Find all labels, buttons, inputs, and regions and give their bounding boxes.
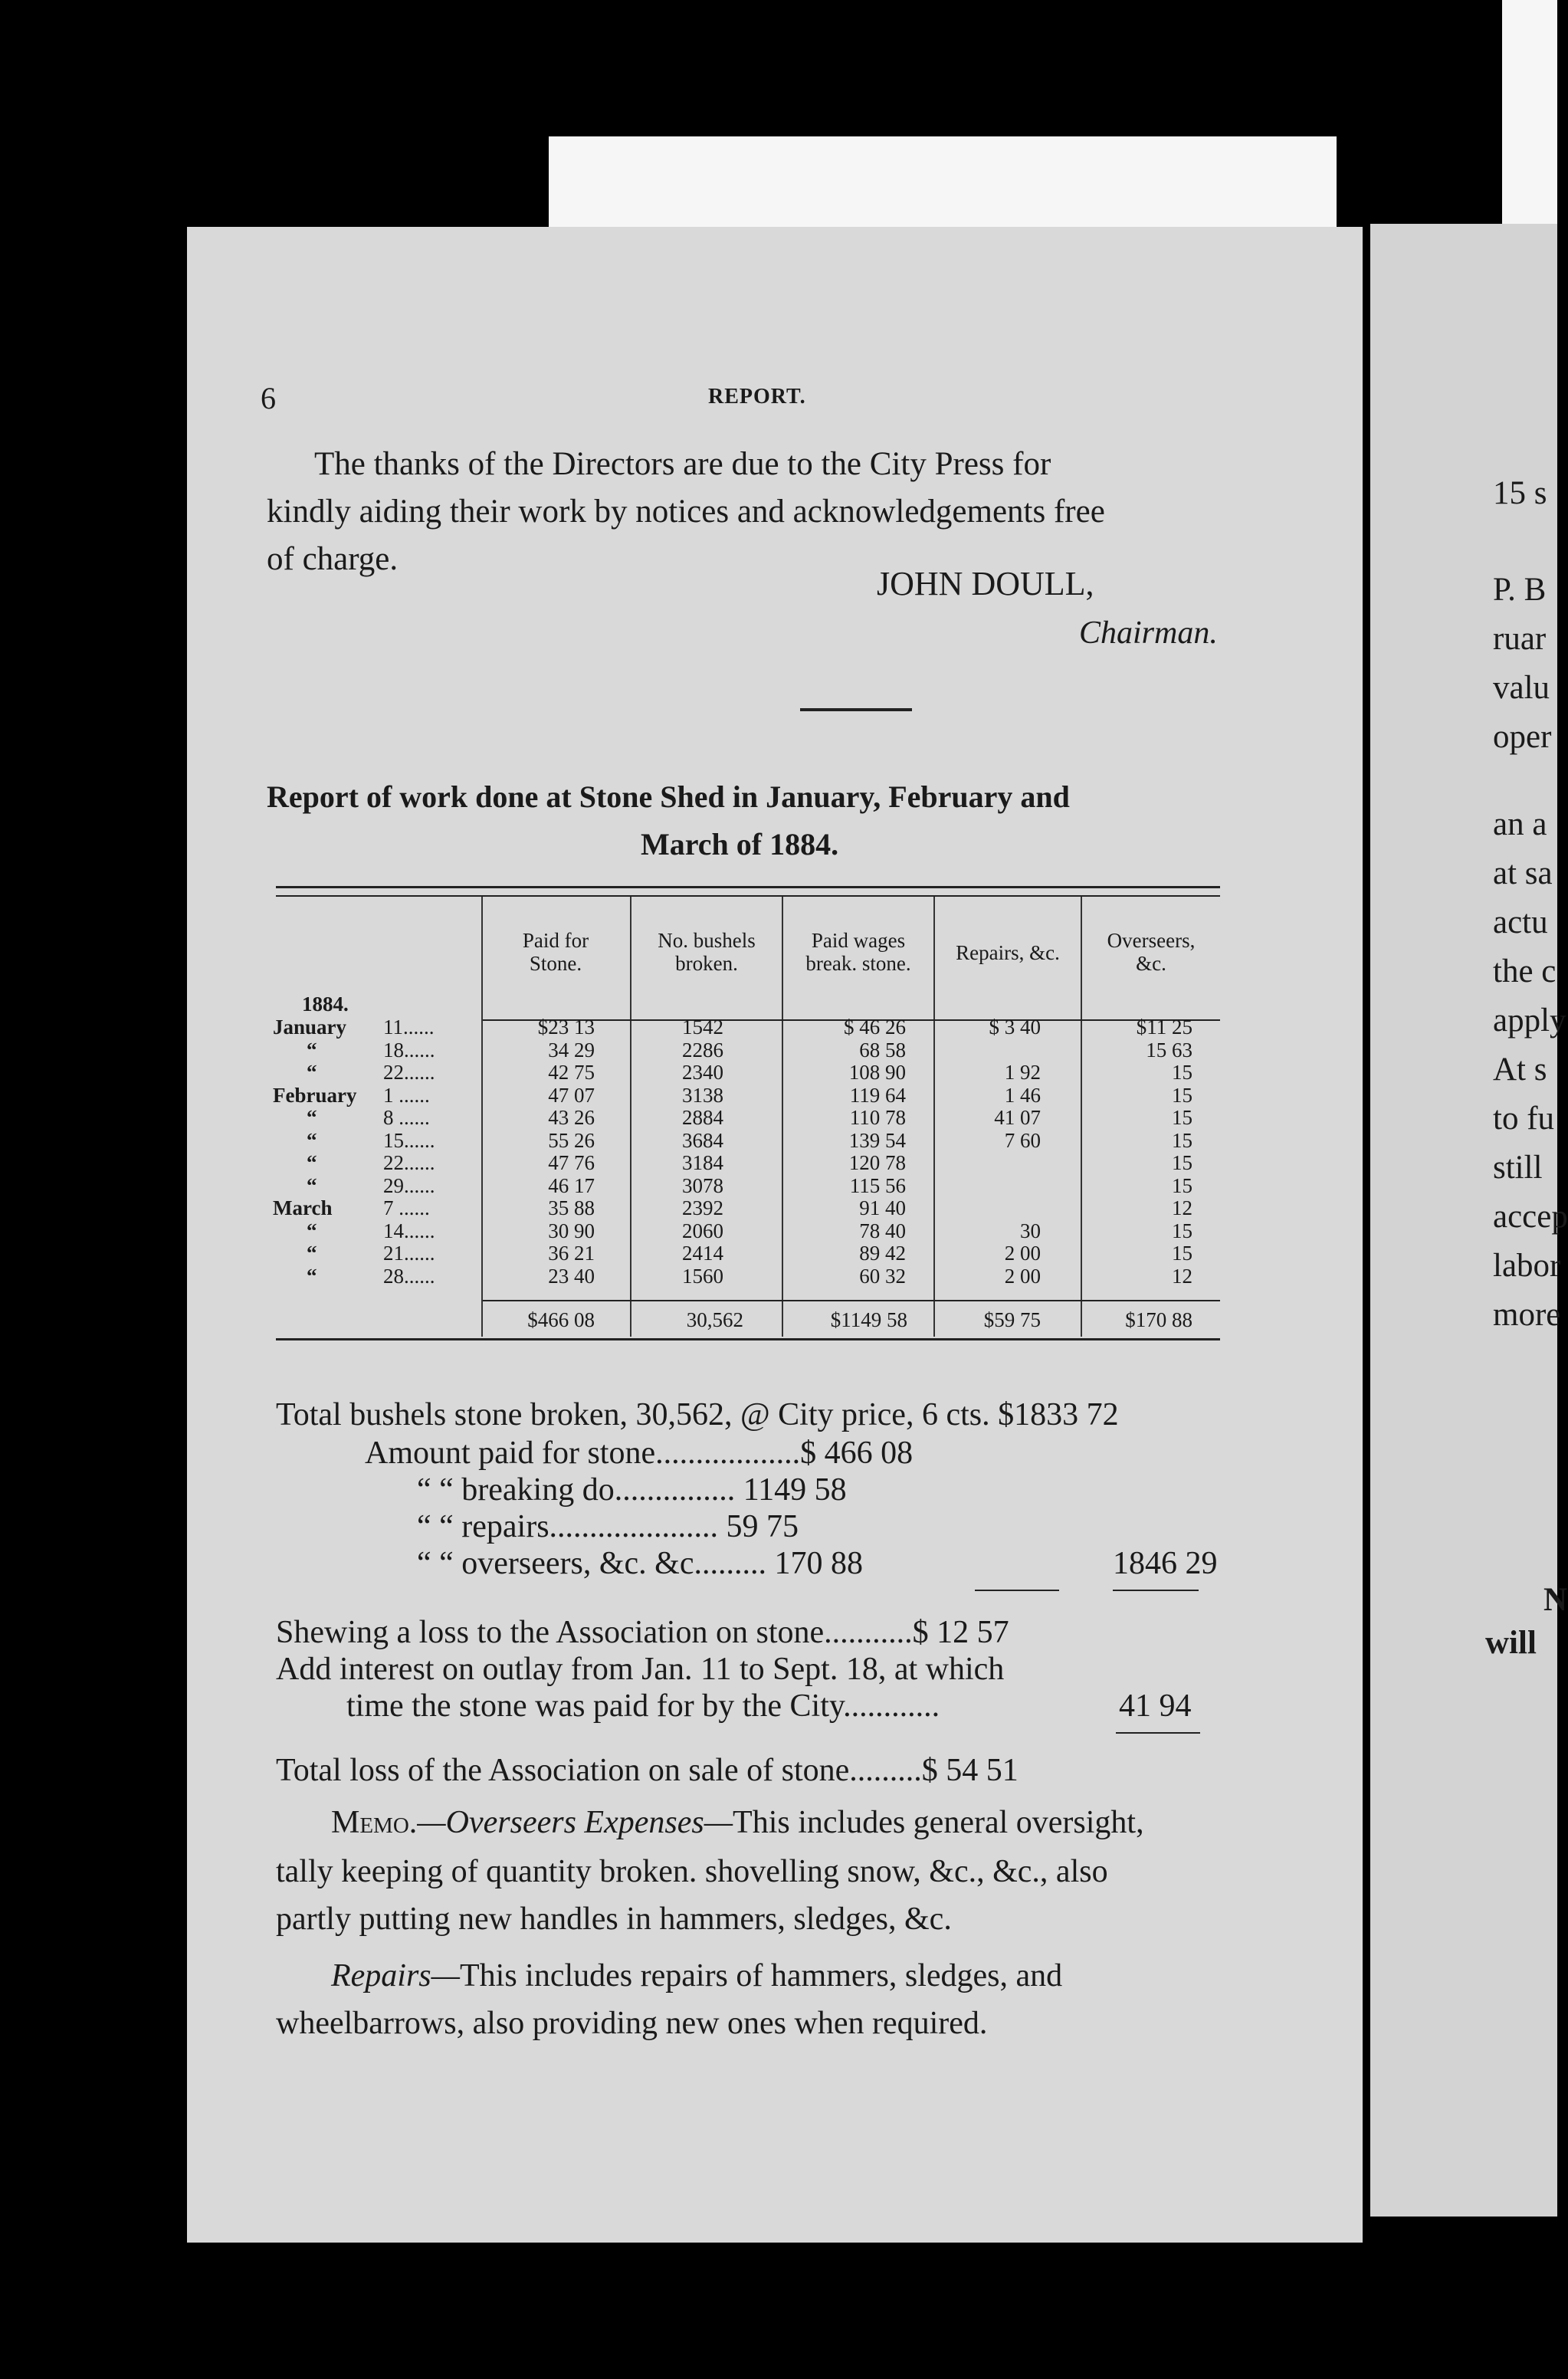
cell-wages: 68 58 — [859, 1038, 906, 1062]
col-header-bushels: No. bushels broken. — [658, 929, 756, 975]
cell-overseers: 15 — [1172, 1151, 1192, 1174]
row-month: “ — [307, 1038, 317, 1062]
adjacent-line: At s — [1493, 1052, 1547, 1088]
adjacent-line: still — [1493, 1150, 1543, 1186]
adjacent-line: an a — [1493, 806, 1547, 842]
cell-bushels: 2414 — [682, 1242, 723, 1265]
col-header-overseers: Overseers, &c. — [1107, 929, 1196, 975]
summary-rule — [975, 1590, 1059, 1591]
summary-amount-paid: Amount paid for stone..................$ 466 08 — [365, 1436, 914, 1471]
adjacent-line: N — [1543, 1582, 1568, 1618]
adjacent-line: oper — [1493, 719, 1552, 755]
adjacent-line: apply — [1493, 1002, 1566, 1039]
cell-wages: 110 78 — [849, 1106, 906, 1129]
col-header-repairs: Repairs, &c. — [956, 941, 1060, 964]
cell-repairs: 1 92 — [1004, 1061, 1041, 1084]
total-wages: $1149 58 — [830, 1308, 907, 1331]
adjacent-line: at sa — [1493, 855, 1553, 891]
cell-overseers: $11 25 — [1136, 1016, 1192, 1039]
cell-repairs: $ 3 40 — [989, 1016, 1041, 1039]
cell-wages: 119 64 — [849, 1083, 906, 1107]
paper-tab-right — [1502, 0, 1557, 224]
row-day: 29...... — [383, 1173, 435, 1197]
memo-line1: Memo.—Overseers Expenses—This includes general oversight, — [331, 1805, 1144, 1840]
summary-total-bushels: Total bushels stone broken, 30,562, @ City price, 6 cts. $1833 72 — [276, 1397, 1119, 1432]
document-page — [187, 227, 1363, 2243]
memo-line3: partly putting new handles in hammers, sledges, &c. — [276, 1902, 952, 1937]
cell-wages: 115 56 — [849, 1173, 906, 1197]
row-month: “ — [307, 1264, 317, 1288]
row-month: “ — [307, 1219, 317, 1242]
signature-title: Chairman. — [1079, 615, 1218, 651]
report-title-line1: Report of work done at Stone Shed in January, February and — [267, 779, 1070, 814]
cell-repairs: 41 07 — [994, 1106, 1041, 1129]
cell-overseers: 12 — [1172, 1196, 1192, 1219]
summary-rule — [1113, 1590, 1199, 1591]
row-month: “ — [307, 1061, 317, 1084]
cell-paid: 46 17 — [548, 1173, 595, 1197]
row-day: 28...... — [383, 1264, 435, 1288]
cell-repairs: 2 00 — [1004, 1242, 1041, 1265]
cell-bushels: 2340 — [682, 1061, 723, 1084]
cell-bushels: 2286 — [682, 1038, 723, 1062]
adjacent-line: actu — [1493, 904, 1548, 940]
cell-paid: 30 90 — [548, 1219, 595, 1242]
repairs-line2: wheelbarrows, also providing new ones when required. — [276, 2006, 988, 2041]
total-paid: $466 08 — [527, 1308, 595, 1331]
cell-wages: 89 42 — [859, 1242, 906, 1265]
cell-paid: 55 26 — [548, 1128, 595, 1152]
row-day: 18...... — [383, 1038, 435, 1062]
summary-interest-line1: Add interest on outlay from Jan. 11 to Sept. 18, at which — [276, 1652, 1005, 1687]
cell-bushels: 2060 — [682, 1219, 723, 1242]
row-month: March — [273, 1196, 333, 1219]
adjacent-line: to fu — [1493, 1101, 1555, 1137]
summary-breaking: “ “ breaking do............... 1149 58 — [417, 1472, 847, 1508]
row-month: “ — [307, 1128, 317, 1152]
row-day: 22...... — [383, 1061, 435, 1084]
adjacent-line: more — [1493, 1297, 1561, 1333]
adjacent-line: ruar — [1493, 621, 1547, 657]
cell-paid: $23 13 — [537, 1016, 595, 1039]
cell-repairs: 7 60 — [1004, 1128, 1041, 1152]
cell-repairs: 1 46 — [1004, 1083, 1041, 1107]
adjacent-line: the c — [1493, 953, 1557, 989]
cell-overseers: 15 — [1172, 1173, 1192, 1197]
cell-paid: 47 07 — [548, 1083, 595, 1107]
table-sum-rule — [483, 1300, 1220, 1301]
row-month: January — [273, 1016, 347, 1039]
cell-repairs: 2 00 — [1004, 1264, 1041, 1288]
cell-bushels: 1560 — [682, 1264, 723, 1288]
memo-line2: tally keeping of quantity broken. shovelling snow, &c., &c., also — [276, 1854, 1108, 1889]
adjacent-line: labor — [1493, 1248, 1561, 1284]
cell-bushels: 3184 — [682, 1151, 723, 1174]
col-header-paid: Paid for Stone. — [522, 929, 589, 975]
row-day: 14...... — [383, 1219, 435, 1242]
separator-dash — [800, 708, 912, 711]
cell-repairs: 30 — [1020, 1219, 1041, 1242]
table-bottom-rule — [276, 1338, 1220, 1340]
total-repairs: $59 75 — [983, 1308, 1041, 1331]
summary-overseers: “ “ overseers, &c. &c......... 170 88 — [417, 1546, 863, 1581]
row-day: 21...... — [383, 1242, 435, 1265]
adjacent-line: valu — [1493, 670, 1550, 706]
total-bushels: 30,562 — [686, 1308, 743, 1331]
paper-tab-left — [549, 136, 1337, 227]
cell-paid: 47 76 — [548, 1151, 595, 1174]
cell-wages: 60 32 — [859, 1264, 906, 1288]
row-day: 1 ...... — [383, 1083, 430, 1107]
row-day: 7 ...... — [383, 1196, 430, 1219]
cell-overseers: 15 — [1172, 1242, 1192, 1265]
cell-wages: $ 46 26 — [844, 1016, 906, 1039]
cell-bushels: 3078 — [682, 1173, 723, 1197]
adjacent-line: accep — [1493, 1199, 1568, 1235]
row-day: 22...... — [383, 1151, 435, 1174]
repairs-line1: Repairs—This includes repairs of hammers, sledges, and — [331, 1958, 1063, 1993]
row-month: “ — [307, 1242, 317, 1265]
cell-overseers: 15 — [1172, 1128, 1192, 1152]
summary-rule — [1116, 1732, 1200, 1734]
row-month: “ — [307, 1173, 317, 1197]
total-overseers: $170 88 — [1125, 1308, 1192, 1331]
cell-bushels: 1542 — [682, 1016, 723, 1039]
summary-loss: Shewing a loss to the Association on stone...........$ 12 57 — [276, 1615, 1009, 1650]
summary-overseers-total: 1846 29 — [1113, 1546, 1218, 1581]
page-header: REPORT. — [708, 385, 806, 409]
cell-bushels: 3138 — [682, 1083, 723, 1107]
adjacent-line: 15 s — [1493, 475, 1547, 511]
table-top-rule — [276, 886, 1220, 888]
row-month: “ — [307, 1106, 317, 1129]
cell-wages: 108 90 — [848, 1061, 906, 1084]
cell-overseers: 12 — [1172, 1264, 1192, 1288]
summary-total-loss: Total loss of the Association on sale of stone.........$ 54 51 — [276, 1753, 1019, 1788]
cell-overseers: 15 — [1172, 1106, 1192, 1129]
summary-repairs: “ “ repairs..................... 59 75 — [417, 1509, 799, 1544]
cell-paid: 43 26 — [548, 1106, 595, 1129]
summary-interest-line2: time the stone was paid for by the City............ — [346, 1688, 940, 1724]
cell-bushels: 2392 — [682, 1196, 723, 1219]
row-month: “ — [307, 1151, 317, 1174]
cell-bushels: 3684 — [682, 1128, 723, 1152]
cell-overseers: 15 — [1172, 1083, 1192, 1107]
table-year: 1884. — [302, 993, 349, 1016]
cell-paid: 35 88 — [548, 1196, 595, 1219]
cell-wages: 120 78 — [848, 1151, 906, 1174]
cell-wages: 78 40 — [859, 1219, 906, 1242]
table-top-rule-2 — [276, 895, 1220, 897]
adjacent-line: P. B — [1493, 572, 1547, 608]
row-day: 8 ...... — [383, 1106, 430, 1129]
cell-wages: 139 54 — [848, 1128, 906, 1152]
cell-paid: 34 29 — [548, 1038, 595, 1062]
cell-overseers: 15 — [1172, 1061, 1192, 1084]
adjacent-line: will — [1485, 1625, 1537, 1661]
thanks-line: The thanks of the Directors are due to the City Press for — [314, 446, 1051, 482]
cell-overseers: 15 63 — [1146, 1038, 1192, 1062]
thanks-line: of charge. — [267, 541, 399, 577]
cell-paid: 36 21 — [548, 1242, 595, 1265]
thanks-line: kindly aiding their work by notices and acknowledgements free — [267, 494, 1105, 530]
cell-paid: 23 40 — [548, 1264, 595, 1288]
col-header-wages: Paid wages break. stone. — [805, 929, 911, 975]
report-title-line2: March of 1884. — [641, 827, 839, 861]
cell-bushels: 2884 — [682, 1106, 723, 1129]
cell-overseers: 15 — [1172, 1219, 1192, 1242]
page-number: 6 — [261, 381, 276, 415]
row-day: 11...... — [383, 1016, 435, 1039]
summary-interest-amount: 41 94 — [1119, 1688, 1192, 1724]
signature-name: JOHN DOULL, — [877, 565, 1094, 602]
row-month: February — [273, 1083, 357, 1107]
adjacent-page — [1370, 224, 1568, 2217]
cell-wages: 91 40 — [859, 1196, 906, 1219]
cell-paid: 42 75 — [548, 1061, 595, 1084]
row-day: 15...... — [383, 1128, 435, 1152]
